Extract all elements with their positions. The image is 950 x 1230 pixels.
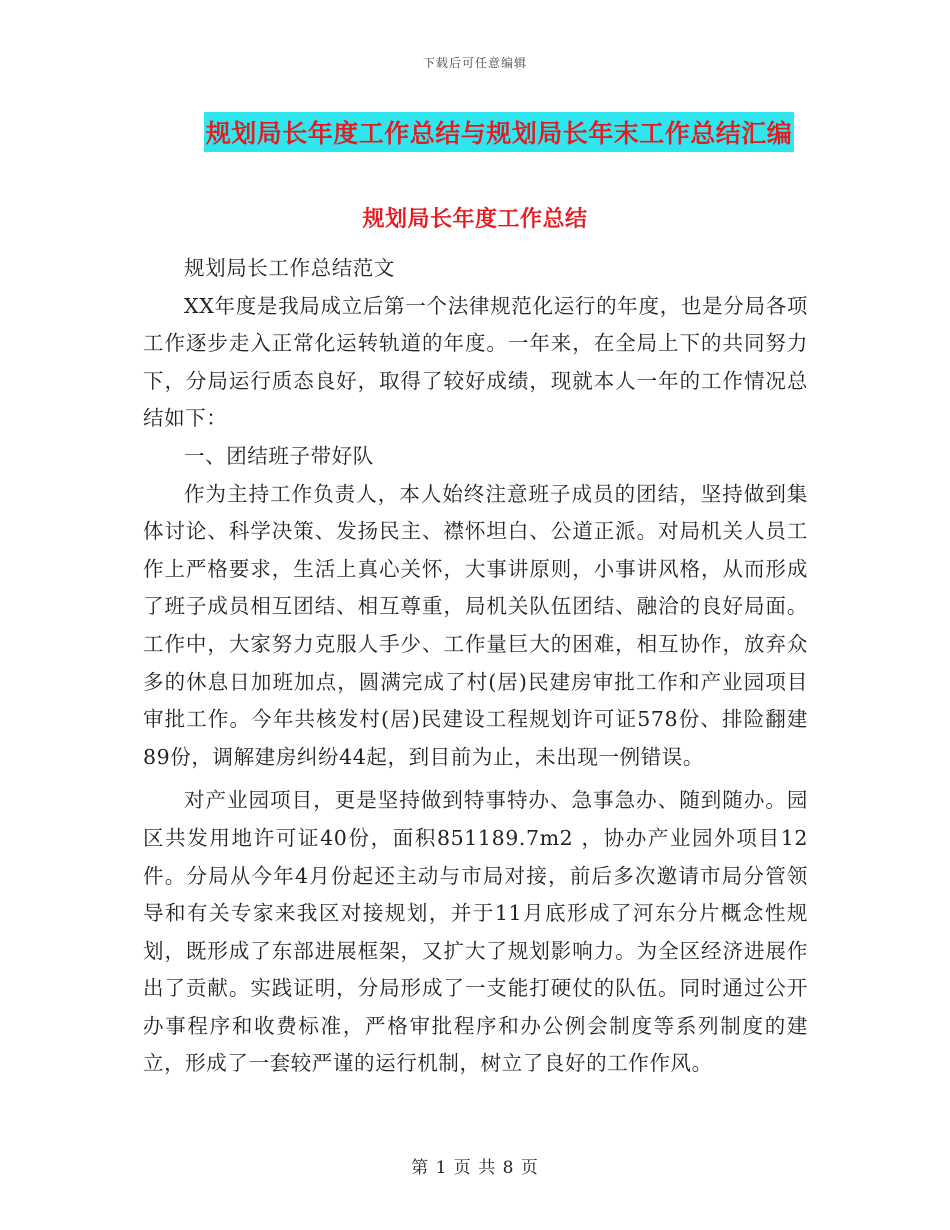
paragraph-team-unity: 作为主持工作负责人，本人始终注意班子成员的团结，坚持做到集体讨论、科学决策、发扬民主、襟怀坦白、公道正派。对局机关人员工作上严格要求，生活上真心关怀，大事讲原则，小事讲风格，从而形成了班子成员相互团结、相互尊重，局机关队伍团结、融洽的良好局面。工作中，大家努力克服人手少、工作量巨大的困难，相互协作，放弃众多的休息日加班加点，圆满完成了村(居)民建房审批工作和产业园项目审批工作。今年共核发村(居)民建设工程规划许可证578份、排险翻建89份，调解建房纠纷44起，到目前为止，未出现一例错误。 bbox=[143, 481, 808, 769]
document-title-wrapper bbox=[0, 112, 950, 152]
header-note: 下载后可任意编辑 bbox=[422, 56, 527, 70]
document-body bbox=[143, 250, 808, 1083]
page-number-footer: 第 1 页 共 8 页 bbox=[411, 1158, 539, 1178]
paragraph-industrial-park: 对产业园项目，更是坚持做到特事特办、急事急办、随到随办。园区共发用地许可证40份，面积851189.7m2 ，协办产业园外项目12件。分局从今年4月份起还主动与市局对接，前后多次邀请市局分管领导和有关专家来我区对接规划，并于11月底形成了河东分片概念性规划，既形成了东部进展框架，又扩大了规划影响力。为全区经济进展作出了贡献。实践证明，分局形成了一支能打硬仗的队伍。同时通过公开办事程序和收费标准，严格审批程序和办公例会制度等系列制度的建立，形成了一套较严谨的运行机制，树立了良好的工作作风。 bbox=[143, 788, 808, 1076]
document-title: 规划局长年度工作总结与规划局长年末工作总结汇编 bbox=[204, 112, 795, 152]
section-title: 规划局长年度工作总结 bbox=[362, 207, 588, 232]
paragraph-subtitle: 规划局长工作总结范文 bbox=[184, 256, 395, 280]
paragraph-heading-one: 一、团结班子带好队 bbox=[184, 443, 374, 468]
paragraph-intro: XX年度是我局成立后第一个法律规范化运行的年度，也是分局各项工作逐步走入正常化运转轨道的年度。一年来，在全局上下的共同努力下，分局运行质态良好，取得了较好成绩，现就本人一年的工作情况总结如下： bbox=[143, 293, 808, 431]
